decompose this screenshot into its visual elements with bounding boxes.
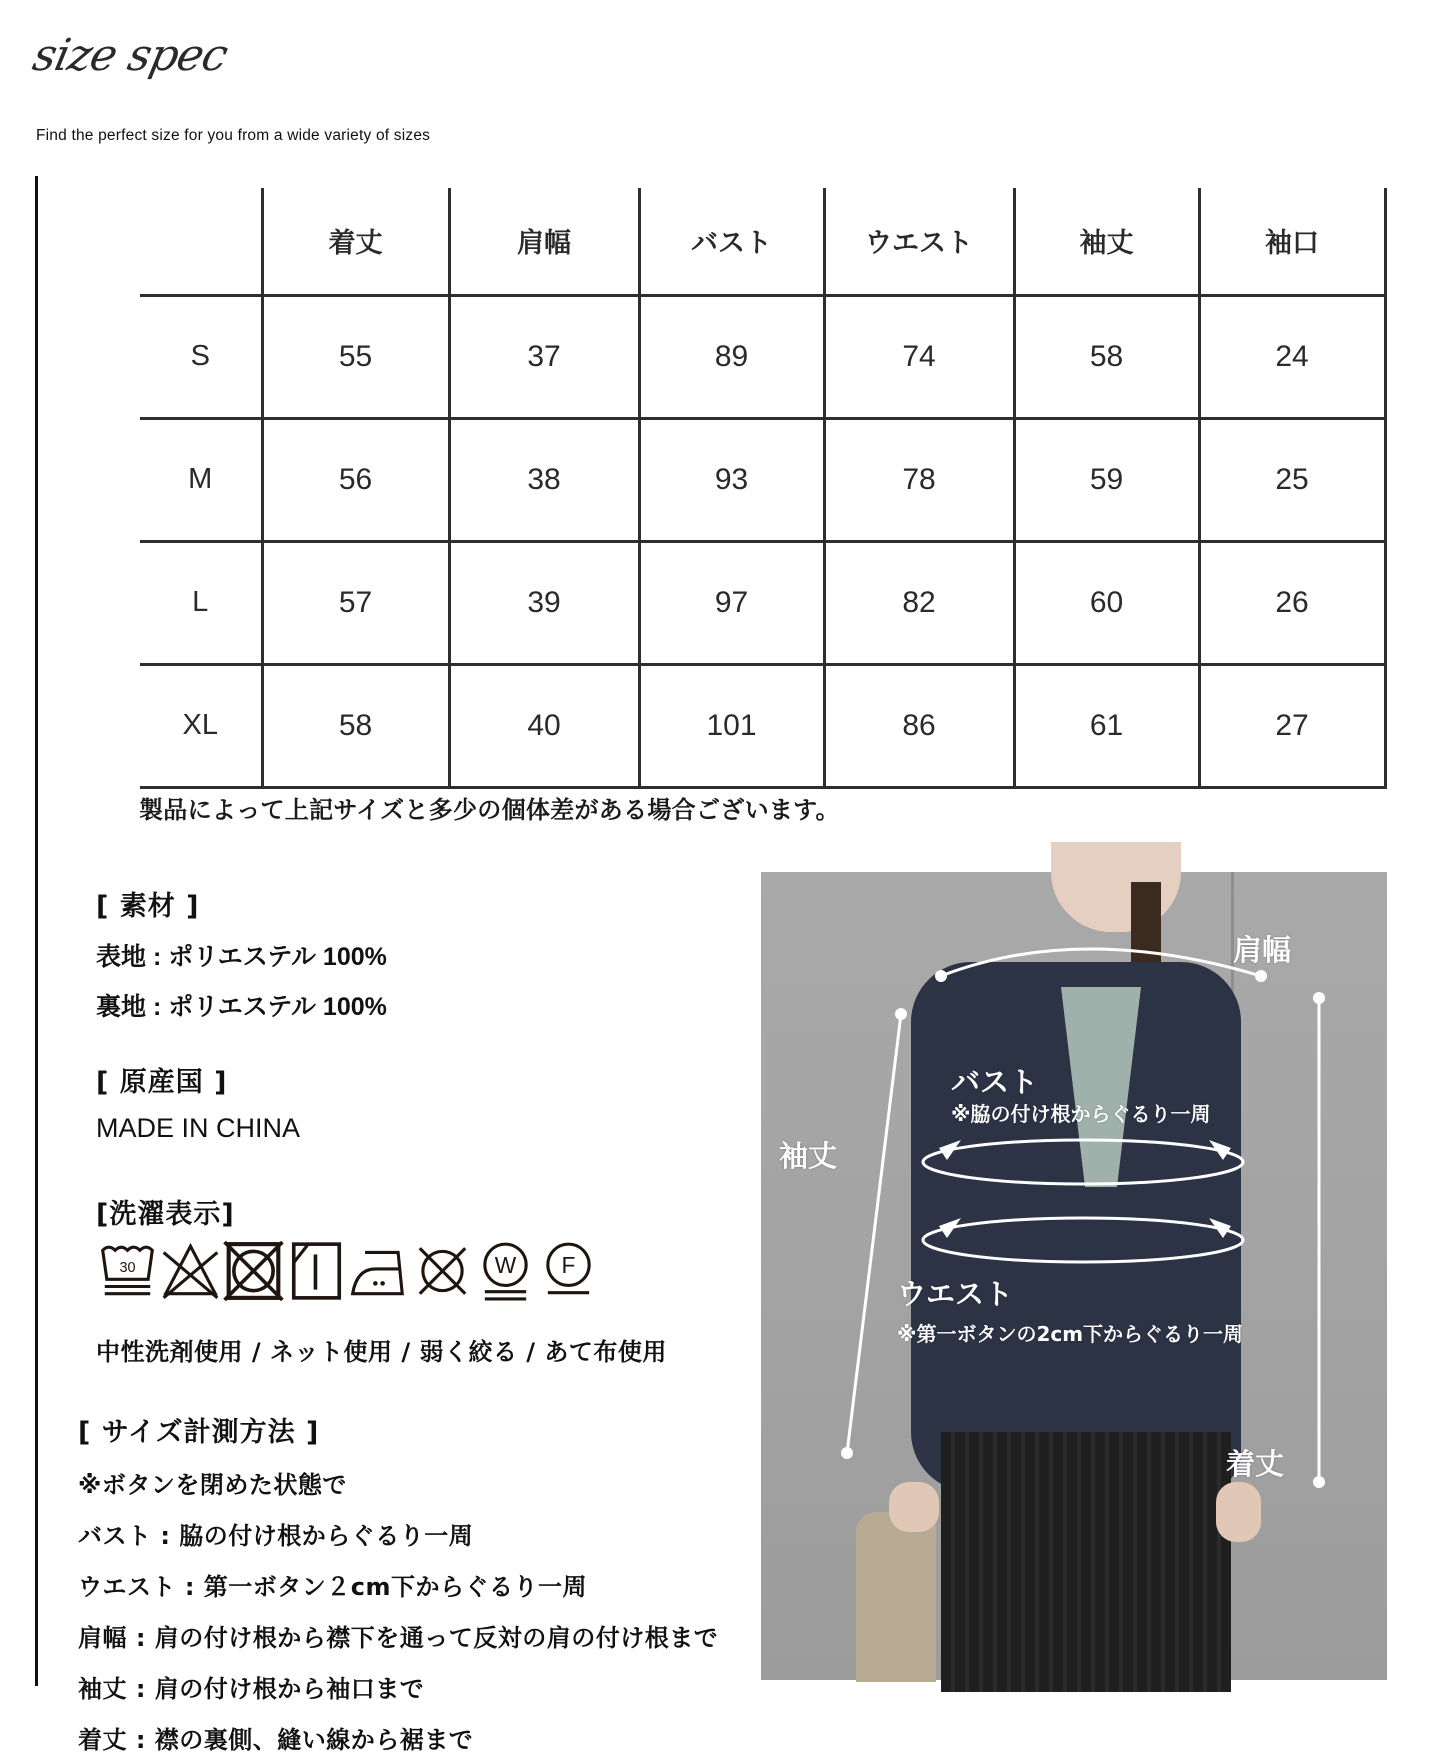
wash-30-gentle-icon xyxy=(96,1240,159,1302)
dry-clean-f-gentle-icon xyxy=(537,1240,600,1302)
care-section xyxy=(96,1192,235,1231)
table-row xyxy=(140,295,1385,418)
measurement-guides xyxy=(761,872,1387,1680)
table-cell: 24 xyxy=(1199,295,1385,418)
iron-medium-icon xyxy=(348,1240,411,1302)
method-line: 肩幅 : 肩の付け根から襟下を通って反対の肩の付け根まで xyxy=(78,1624,719,1652)
origin-section xyxy=(96,1060,300,1144)
origin-value: MADE IN CHINA xyxy=(96,1113,301,1143)
table-cell: 82 xyxy=(824,541,1014,664)
size-label: M xyxy=(140,418,262,541)
care-title: [洗濯表示] xyxy=(96,1199,235,1230)
label-bust-note: ※脇の付け根からぐるり一周 xyxy=(951,1102,1211,1126)
table-cell: 78 xyxy=(824,418,1014,541)
size-label: XL xyxy=(140,664,262,787)
svg-text:30: 30 xyxy=(119,1260,136,1277)
label-length: 着丈 xyxy=(1226,1447,1285,1481)
label-waist: ウエスト xyxy=(897,1277,1014,1311)
size-table xyxy=(140,188,1387,789)
table-cell: 38 xyxy=(449,418,639,541)
care-instructions: 中性洗剤使用 / ネット使用 / 弱く絞る / あて布使用 xyxy=(96,1338,667,1366)
method-line: バスト : 脇の付け根からぐるり一周 xyxy=(78,1522,474,1550)
no-tumble-dry-icon xyxy=(222,1240,285,1302)
table-cell: 56 xyxy=(262,418,449,541)
material-outer: 表地 : ポリエステル 100% xyxy=(96,943,387,971)
table-cell: 27 xyxy=(1199,664,1385,787)
col-header-shoulder: 肩幅 xyxy=(449,188,639,295)
table-cell: 25 xyxy=(1199,418,1385,541)
table-cell: 55 xyxy=(262,295,449,418)
material-lining: 裏地 : ポリエステル 100% xyxy=(96,993,387,1021)
table-cell: 40 xyxy=(449,664,639,787)
table-cell: 26 xyxy=(1199,541,1385,664)
table-cell: 58 xyxy=(1014,295,1199,418)
col-header-sleeve-length: 袖丈 xyxy=(1014,188,1199,295)
size-label: S xyxy=(140,295,262,418)
col-header-cuff: 袖口 xyxy=(1199,188,1385,295)
measurement-method-section xyxy=(78,1410,718,1755)
origin-title: [ 原産国 ] xyxy=(96,1067,228,1098)
table-cell: 97 xyxy=(639,541,824,664)
table-cell: 74 xyxy=(824,295,1014,418)
table-cell: 58 xyxy=(262,664,449,787)
tagline: Find the perfect size for you from a wide variety of sizes xyxy=(36,127,431,144)
table-cell: 61 xyxy=(1014,664,1199,787)
col-header-bust: バスト xyxy=(639,188,824,295)
size-variance-note: 製品によって上記サイズと多少の個体差がある場合ございます。 xyxy=(139,796,840,824)
method-line: ウエスト : 第一ボタン２cm下からぐるり一周 xyxy=(78,1573,588,1601)
size-label: L xyxy=(140,541,262,664)
table-cell: 86 xyxy=(824,664,1014,787)
left-divider xyxy=(35,176,38,1686)
table-cell: 37 xyxy=(449,295,639,418)
care-icons xyxy=(96,1240,600,1310)
col-header-waist: ウエスト xyxy=(824,188,1014,295)
col-header-length: 着丈 xyxy=(262,188,449,295)
material-section xyxy=(96,884,387,1023)
no-dry-clean-icon xyxy=(411,1240,474,1302)
table-cell: 89 xyxy=(639,295,824,418)
label-bust: バスト xyxy=(951,1065,1039,1099)
label-shoulder: 肩幅 xyxy=(1233,933,1292,967)
method-line: 着丈 : 襟の裏側、縫い線から裾まで xyxy=(78,1726,474,1754)
table-cell: 57 xyxy=(262,541,449,664)
material-title: [ 素材 ] xyxy=(96,891,200,922)
svg-text:W: W xyxy=(494,1252,517,1279)
table-corner xyxy=(140,188,262,295)
table-cell: 101 xyxy=(639,664,824,787)
size-spec-logo: size spec xyxy=(28,30,232,81)
table-cell: 93 xyxy=(639,418,824,541)
table-row xyxy=(140,664,1385,787)
table-row xyxy=(140,418,1385,541)
table-cell: 39 xyxy=(449,541,639,664)
line-dry-shade-icon xyxy=(285,1240,348,1302)
table-cell: 60 xyxy=(1014,541,1199,664)
method-line: ※ボタンを閉めた状態で xyxy=(78,1471,347,1499)
table-header-row xyxy=(140,188,1385,295)
method-line: 袖丈 : 肩の付け根から袖口まで xyxy=(78,1675,425,1703)
model-measurement-photo xyxy=(761,872,1387,1680)
wet-clean-very-gentle-icon xyxy=(474,1240,537,1302)
table-cell: 59 xyxy=(1014,418,1199,541)
table-row xyxy=(140,541,1385,664)
label-waist-note: ※第一ボタンの2cm下からぐるり一周 xyxy=(897,1322,1244,1346)
no-bleach-icon xyxy=(159,1240,222,1302)
svg-text:F: F xyxy=(561,1252,576,1279)
label-sleeve-length: 袖丈 xyxy=(779,1139,838,1173)
measurement-method-title: [ サイズ計測方法 ] xyxy=(78,1417,320,1448)
